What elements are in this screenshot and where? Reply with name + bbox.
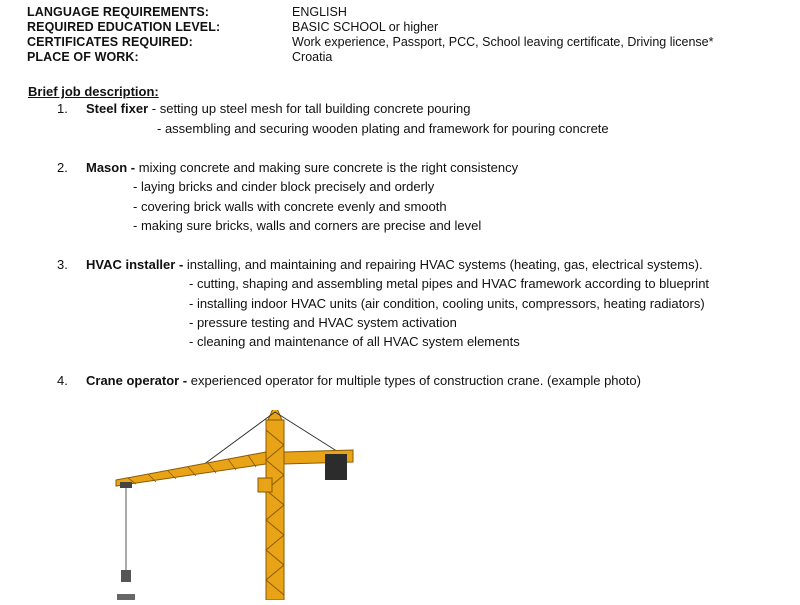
requirement-value: ENGLISH [292,5,347,19]
crane-illustration [108,410,368,600]
job-title: Mason - [86,160,136,175]
job-detail: - making sure bricks, walls and corners are precise and level [133,218,482,233]
requirements-table [27,5,713,65]
job-detail: - pressure testing and HVAC system activation [189,315,457,330]
job-number: 3. [57,257,68,272]
job-detail: - laying bricks and cinder block precisely and orderly [133,179,435,194]
requirement-row [27,20,713,35]
job-detail: - covering brick walls with concrete evenly and smooth [133,199,447,214]
requirement-label: PLACE OF WORK: [27,50,139,64]
crane-trolley [120,482,132,488]
job-title: Crane operator - [86,373,188,388]
job-title: Steel fixer [86,101,149,116]
job-number: 4. [57,373,68,388]
crane-hook-block [121,570,131,582]
crane-photo [108,410,368,600]
crane-jib [116,452,266,486]
job-number: 1. [57,101,68,116]
requirement-value: Work experience, Passport, PCC, School leaving certificate, Driving license* [292,35,714,49]
job-mason [57,159,518,177]
job-detail: - cleaning and maintenance of all HVAC system elements [189,334,520,349]
job-detail: - cutting, shaping and assembling metal pipes and HVAC framework according to blueprint [189,276,710,291]
job-crane-operator [57,372,641,390]
crane-hook-load [117,594,135,600]
job-first-line: experienced operator for multiple types of construction crane. (example photo) [187,373,641,388]
job-steel-fixer [57,100,470,118]
job-hvac-installer [57,256,703,274]
crane-cab [258,478,272,492]
section-title: Brief job description: [28,84,159,99]
requirement-label: LANGUAGE REQUIREMENTS: [27,5,210,19]
requirement-value: Croatia [292,50,333,64]
job-detail: - installing indoor HVAC units (air condition, cooling units, compressors, heating radiators) [189,296,705,311]
job-first-line: - setting up steel mesh for tall building concrete pouring [148,101,471,116]
crane-mast [266,420,284,600]
crane-cable [275,412,343,455]
requirement-value: BASIC SCHOOL or higher [292,20,439,34]
job-detail: - assembling and securing wooden plating and framework for pouring concrete [157,121,609,136]
job-first-line: installing, and maintaining and repairing HVAC systems (heating, gas, electrical systems). [183,257,703,272]
job-number: 2. [57,160,68,175]
job-first-line: mixing concrete and making sure concrete is the right consistency [135,160,519,175]
crane-counterweight [325,454,347,480]
requirement-row [27,35,713,50]
requirement-row [27,50,713,65]
requirement-label: REQUIRED EDUCATION LEVEL: [27,20,221,34]
requirement-row [27,5,713,20]
crane-counter-jib [284,450,353,480]
job-title: HVAC installer - [86,257,184,272]
requirement-label: CERTIFICATES REQUIRED: [27,35,193,49]
